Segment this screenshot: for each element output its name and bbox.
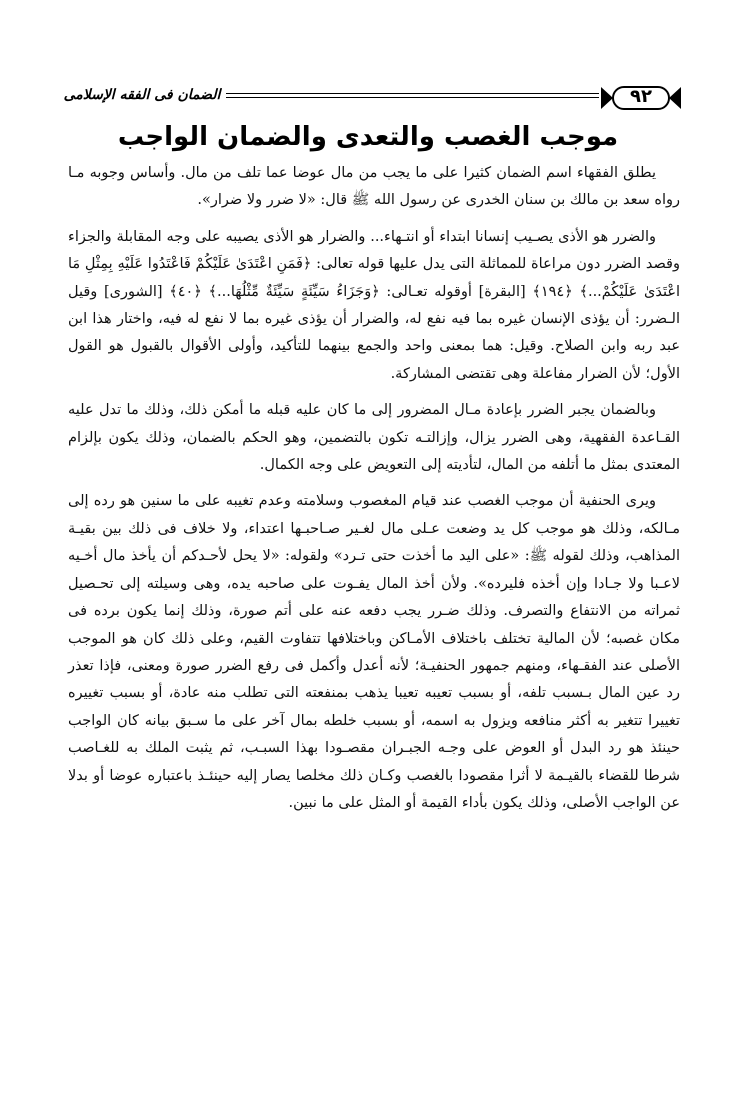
paragraph: يطلق الفقهاء اسم الضمان كثيرا على ما يجب من مال عوضا عما تلف من مال. وأساس وجوبه مـا رواه سعد بن مالك بن سنان الخدرى عن رسول الله ﷺ قال: «لا ضرر ولا ضرار». [68, 165, 680, 209]
paragraph: والضرر هو الأذى يصـيب إنسانا ابتداء أو انتـهاء... والضرار هو الأذى يصيبه على وجه المقابلة والجزاء وقصد الضرر دون مراعاة للمماثلة التى يدل عليها قوله تعالى: ﴿فَمَنِ اعْتَدَىٰ عَلَيْكُمْ فَاعْتَدُوا عَلَيْهِ بِمِثْلِ مَا اعْتَدَىٰ عَلَيْكُمْ...﴾ ﴿١٩٤﴾ [البقرة] أوقوله تعـالى: ﴿وَجَزَاءُ سَيِّئَةٍ سَيِّئَةٌ مِّثْلُهَا...﴾ ﴿٤٠﴾ [الشورى] وقيل الـضرر: أن يؤذى الإنسان غيره بما فيه نفع له، والضرار أن يؤذى غيره بما لا نفع له فيه، واختار هذا ابن عبد ربه وابن الصلاح. وقيل: هما بمعنى واحد والجمع بينهما للتأكيد، وأولى الأقوال بالقبول هو القول الأول؛ لأن الضرار مفاعلة وهى تقتضى المشاركة. [68, 228, 680, 382]
page-header [58, 84, 683, 112]
body-text [68, 160, 680, 817]
section-title: موجب الغصب والتعدى والضمان الواجب [117, 122, 619, 152]
paragraph: وبالضمان يجبر الضرر بإعادة مـال المضرور إلى ما كان عليه قبله ما أمكن ذلك، وذلك ما تدل عليه القـاعدة الفقهية، وهى الضرر يزال، وإزالتـه تكون بالتضمين، وهو الحكم بالضمان، وذلك يكون بإلزام المعتدى بمثل ما أتلفه من المال، لتأديته إلى التعويض على وجه الكمال. [68, 402, 680, 474]
page-number: ٩٢ [630, 86, 652, 107]
header-rule [226, 93, 599, 98]
page-number-badge [599, 84, 683, 112]
running-title: الضمان فى الفقه الإسلامى [63, 87, 221, 103]
paragraph: ويرى الحنفية أن موجب الغصب عند قيام المغصوب وسلامته وعدم تغيبه على ما سنين هو رده إلى مـالكه، وذلك هو موجب كل يد وضعت عـلى مال لغـير صـاحبـها اعتداء، ولا خلاف فى ذلك بين بقيـة المذاهب، وذلك لقوله ﷺ: «على اليد ما أخذت حتى تـرد» ولقوله: «لا يحل لأحـدكم أن يأخذ مال أخـيه لاعـبا ولا جـادا وإن أخذه فليرده». ولأن أخذ المال يفـوت على صاحبه يده، وهى وسيلته إلى تحـصيل ثمراته من الانتفاع والتصرف. وذلك ضـرر يجب دفعه عنه على أتم صورة، وذلك إنما يكون برده فى مكان غصبه؛ لأن المالية تختلف باختلاف الأمـاكن وباختلافها تتفاوت القيم، وعلى ذلك كان هو الموجب الأصلى عند الفقـهاء، ومنهم جمهور الحنفيـة؛ لأنه أعدل وأكمل فى رفع الضرر صورة ومعنى، فإذا تعذر رد عين المال بـسبب تلفه، أو بسبب تعيبه تعيبا يذهب بمنفعته التى تطلب منه عادة، أو بسبب تغييره تغييرا تتغير به أكثر منافعه ويزول به اسمه، أو بسبب خلطه بمال آخر على ما سـبق بيانه كان الواجب حينئذ هو رد البدل أو العوض على وجـه الجبـران مقصـودا بهذا السبـب، ثم يثبت الملك به للغـاصب شرطا للقضاء بالقيـمة لا أثرا مقصودا بالغصب وكـان ذلك مخلصا يصار إليه حينئـذ باعتباره عوضا أو بدلا عن الواجب الأصلى، وذلك يكون بأداء القيمة أو المثل على ما نبين. [68, 493, 680, 811]
